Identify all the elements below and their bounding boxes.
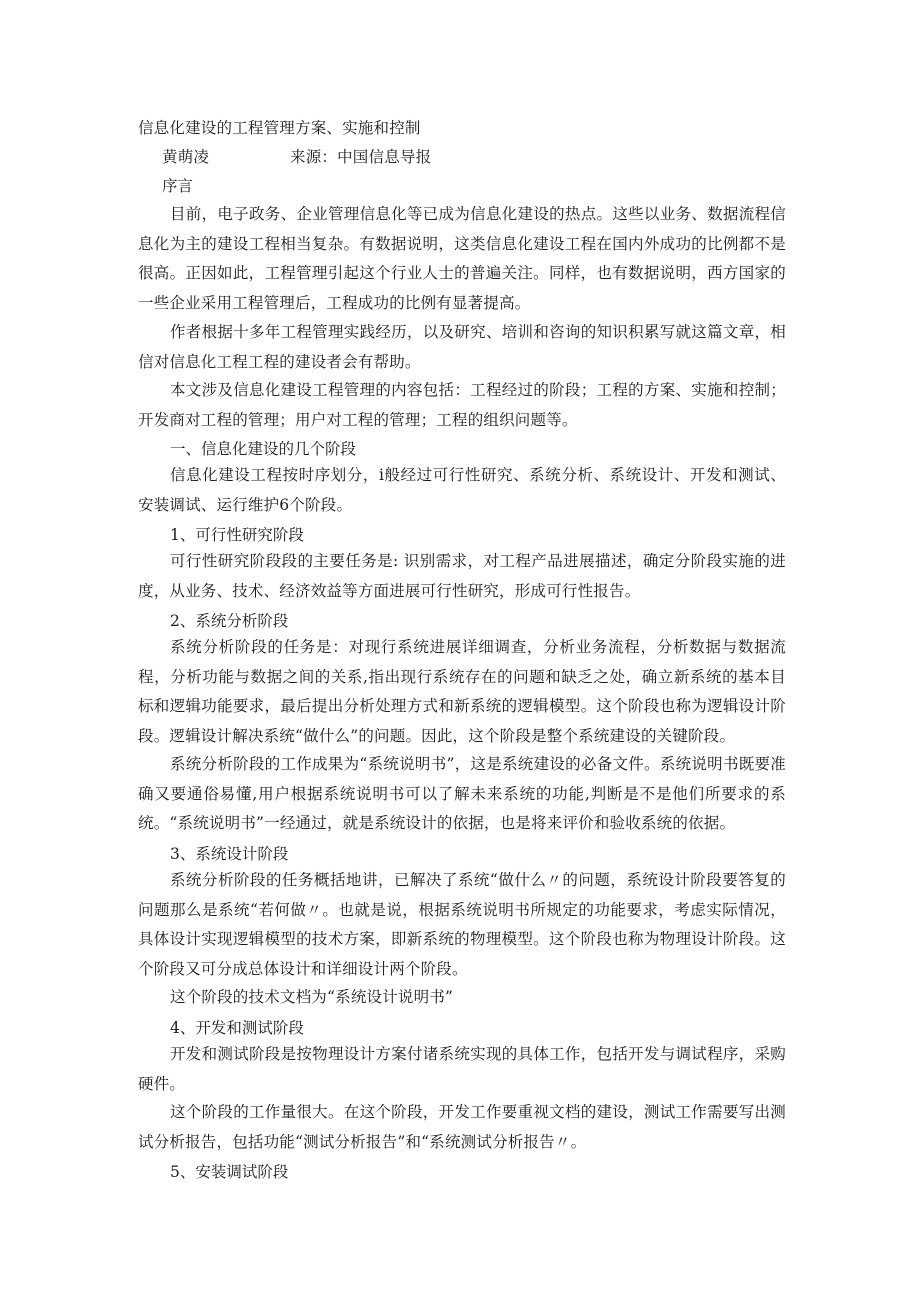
section-heading-1-2: 2、系统分析阶段 — [170, 612, 289, 630]
author-name: 黄萌凌 — [162, 148, 210, 166]
section-heading-1-4: 4、开发和测试阶段 — [170, 1019, 304, 1037]
section-heading-1-1: 1、可行性研究阶段 — [170, 526, 304, 544]
document-title: 信息化建设的工程管理方案、实施和控制 — [138, 119, 421, 137]
paragraph-4: 信息化建设工程按时序划分，i般经过可行性研究、系统分析、系统设计、开发和测试、安装调试、运行维护6个阶段。 — [138, 466, 786, 514]
paragraph-5: 可行性研究阶段段的主要任务是: 识别需求，对工程产品进展描述，确定分阶段实施的进度，从业务、技术、经济效益等方面进展可行性研究，形成可行性报告。 — [138, 552, 786, 600]
section-heading-1-5: 5、安装调试阶段 — [170, 1163, 289, 1181]
source-label: 来源：中国信息导报 — [290, 148, 432, 166]
section-heading-1: 一、信息化建设的几个阶段 — [170, 440, 357, 458]
paragraph-7: 系统分析阶段的工作成果为“系统说明书”，这是系统建设的必备文件。系统说明书既要准确又要通俗易懂,用户根据系统说明书可以了解未来系统的功能,判断是不是他们所要求的系统。“系统说明书”一经通过，就是系统设计的依据，也是将来评价和验收系统的依据。 — [138, 755, 786, 832]
preface-heading: 序言 — [162, 177, 194, 195]
paragraph-8: 系统分析阶段的任务概括地讲，已解决了系统“做什么〃的问题，系统设计阶段要答复的问题那么是系统“若何做〃。也就是说，根据系统说明书所规定的功能要求，考虑实际情况，具体设计实现逻辑模型的技术方案，即新系统的物理模型。这个阶段也称为物理设计阶段。这个阶段又可分成总体设计和详细设计两个阶段。 — [138, 871, 786, 978]
paragraph-3: 本文涉及信息化建设工程管理的内容包括：工程经过的阶段；工程的方案、实施和控制；开发商对工程的管理；用户对工程的管理；工程的组织问题等。 — [138, 381, 786, 429]
paragraph-9: 这个阶段的技术文档为“系统设计说明书” — [170, 988, 454, 1006]
paragraph-2: 作者根据十多年工程管理实践经历，以及研究、培训和咨询的知识积累写就这篇文章，相信对信息化工程工程的建设者会有帮助。 — [138, 323, 786, 371]
section-heading-1-3: 3、系统设计阶段 — [170, 845, 289, 863]
paragraph-10: 开发和测试阶段是按物理设计方案付诸系统实现的具体工作，包括开发与调试程序，采购硬件。 — [138, 1045, 786, 1093]
paragraph-6: 系统分析阶段的任务是：对现行系统进展详细调查，分析业务流程，分析数据与数据流程，分析功能与数据之间的关系,指出现行系统存在的问题和缺乏之处，确立新系统的基本目标和逻辑功能要求，最后提出分析处理方式和新系统的逻辑模型。这个阶段也称为逻辑设计阶段。逻辑设计解决系统“做什么”的问题。因此，这个阶段是整个系统建设的关键阶段。 — [138, 638, 786, 745]
paragraph-11: 这个阶段的工作量很大。在这个阶段，开发工作要重视文档的建设，测试工作需要写出测试分析报告，包括功能“测试分析报告”和“系统测试分析报告〃。 — [138, 1103, 786, 1151]
paragraph-1: 目前，电子政务、企业管理信息化等已成为信息化建设的热点。这些以业务、数据流程信息化为主的建设工程相当复杂。有数据说明，这类信息化建设工程在国内外成功的比例都不是很高。正因如此，工程管理引起这个行业人士的普遍关注。同样，也有数据说明，西方国家的一些企业采用工程管理后，工程成功的比例有显著提高。 — [138, 205, 786, 312]
